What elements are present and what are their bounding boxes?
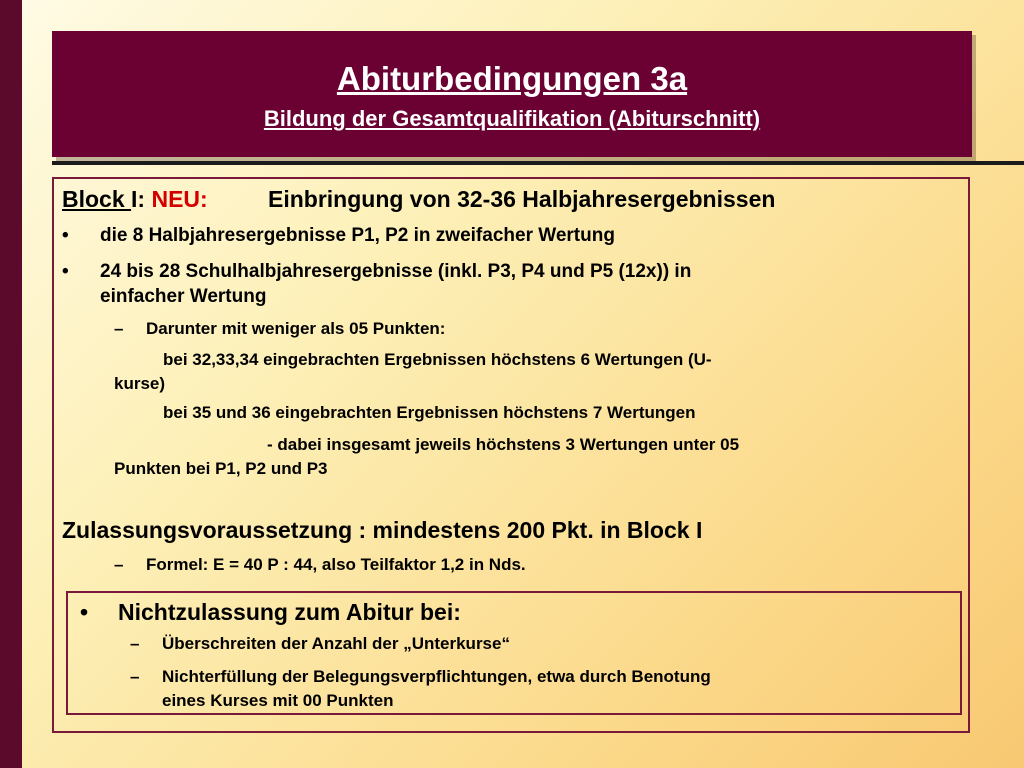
formel-dash-glyph: – bbox=[114, 555, 124, 574]
nz-item-2-line2: eines Kurses mit 00 Punkten bbox=[162, 691, 394, 710]
neu-label: NEU: bbox=[151, 186, 208, 212]
sub-dash-glyph: – bbox=[114, 319, 124, 338]
page-title: Abiturbedingungen 3a bbox=[336, 60, 688, 97]
block-label-rest: I: bbox=[131, 186, 152, 212]
bullet-2-glyph: • bbox=[62, 261, 69, 282]
nz-item-1-dash: – bbox=[130, 634, 140, 653]
page-subtitle: Bildung der Gesamtqualifikation (Abiturschnitt) bbox=[263, 106, 761, 131]
bullet-2-text-line1: 24 bis 28 Schulhalbjahresergebnisse (inkl. P3, P4 und P5 (12x)) in bbox=[100, 261, 692, 282]
bullet-2-text-line2: einfacher Wertung bbox=[100, 286, 267, 307]
block-label-underlined: Block bbox=[62, 186, 132, 212]
detail-3-line1: - dabei insgesamt jeweils höchstens 3 Wertungen unter 05 bbox=[267, 435, 740, 454]
detail-1-line2: kurse) bbox=[114, 374, 166, 393]
title-divider bbox=[52, 161, 1024, 165]
nz-item-2-line1: Nichterfüllung der Belegungsverpflichtungen, etwa durch Benotung bbox=[162, 667, 711, 686]
nichtzulassung-bullet-glyph: • bbox=[80, 599, 89, 625]
block-heading bbox=[62, 185, 208, 213]
nz-item-2-dash: – bbox=[130, 667, 140, 686]
left-accent-bar bbox=[0, 0, 22, 768]
detail-3-line2: Punkten bei P1, P2 und P3 bbox=[114, 459, 328, 478]
detail-1-line1: bei 32,33,34 eingebrachten Ergebnissen höchstens 6 Wertungen (U- bbox=[163, 350, 712, 369]
nichtzulassung-heading: Nichtzulassung zum Abitur bei: bbox=[118, 599, 461, 625]
detail-2: bei 35 und 36 eingebrachten Ergebnissen höchstens 7 Wertungen bbox=[163, 403, 696, 422]
bullet-1-text: die 8 Halbjahresergebnisse P1, P2 in zweifacher Wertung bbox=[100, 225, 615, 246]
bullet-1-glyph: • bbox=[62, 225, 69, 246]
zulassung-heading: Zulassungsvoraussetzung : mindestens 200 Pkt. in Block I bbox=[62, 517, 703, 543]
title-banner bbox=[52, 31, 972, 157]
formel-text: Formel: E = 40 P : 44, also Teilfaktor 1,2 in Nds. bbox=[146, 555, 526, 574]
sub-dash-text: Darunter mit weniger als 05 Punkten: bbox=[146, 319, 446, 338]
block-heading-text: Einbringung von 32-36 Halbjahresergebnissen bbox=[268, 186, 776, 212]
nz-item-1-text: Überschreiten der Anzahl der „Unterkurse“ bbox=[162, 634, 510, 653]
